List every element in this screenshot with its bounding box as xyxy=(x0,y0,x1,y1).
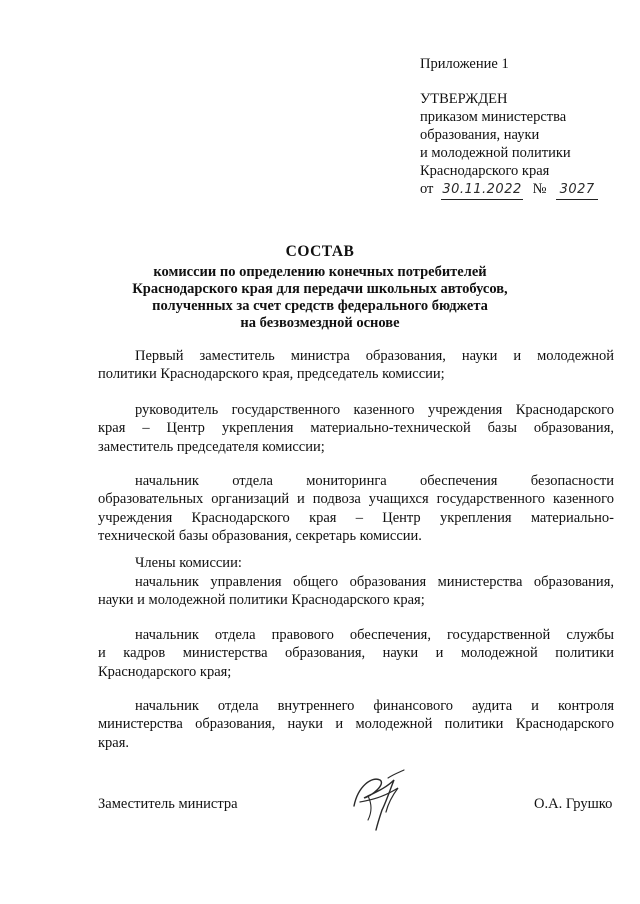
text-line: руководитель государственного казенного учреждения Краснодарского xyxy=(135,402,614,418)
subtitle-line: комиссии по определению конечных потребителей xyxy=(153,264,487,280)
text-line: Первый заместитель министра образования, науки и молодежной xyxy=(135,348,614,364)
text-line: Краснодарского края; xyxy=(98,663,232,680)
text-line: и кадров министерства образования, науки и молодежной политики xyxy=(98,645,614,662)
text-line: заместитель председателя комиссии; xyxy=(98,438,325,455)
text-line: политики Краснодарского края, председатель комиссии; xyxy=(98,366,445,383)
subtitle-line: на безвозмездной основе xyxy=(240,315,400,331)
commission-item-chairman xyxy=(98,347,614,384)
text-line: края. xyxy=(98,734,130,751)
handwritten-date: 30.11.2022 xyxy=(441,181,523,200)
text-line: министерства образования, науки и молодежной политики Краснодарского xyxy=(98,716,614,733)
text-line: края – Центр укрепления материально-технической базы образования, xyxy=(98,420,614,437)
text-line: технической базы образования, секретарь комиссии. xyxy=(98,527,422,544)
text-line: образовательных организаций и подвоза учащихся государственного казенного xyxy=(98,491,614,508)
commission-member-audit xyxy=(98,697,614,752)
number-prefix: № xyxy=(532,181,547,197)
text-line: начальник отдела внутреннего финансового аудита и контроля xyxy=(135,698,614,714)
text-line: науки и молодежной политики Краснодарского края; xyxy=(98,592,425,609)
approval-line: Краснодарского края xyxy=(420,163,550,179)
approval-line: приказом министерства xyxy=(420,109,567,125)
document-subtitle xyxy=(0,264,640,332)
text-line: учреждения Краснодарского края – Центр укрепления материально- xyxy=(98,509,614,526)
commission-member-legal xyxy=(98,626,614,681)
text-line: начальник отдела правового обеспечения, государственной службы xyxy=(135,627,614,643)
handwritten-signature xyxy=(342,766,412,836)
text-line: начальник отдела мониторинга обеспечения безопасности xyxy=(135,473,614,489)
date-prefix: от xyxy=(420,181,434,197)
text-line: начальник управления общего образования министерства образования, xyxy=(135,574,614,590)
document-title: СОСТАВ xyxy=(285,243,355,260)
text-line: Члены комиссии: xyxy=(135,555,242,571)
approval-date-line xyxy=(420,180,620,200)
commission-member-general-education xyxy=(98,573,614,610)
subtitle-line: Краснодарского края для передачи школьных автобусов, xyxy=(132,281,508,297)
signatory-name: О.А. Грушко xyxy=(534,796,613,812)
approval-line: образования, науки xyxy=(420,127,540,143)
appendix-label: Приложение 1 xyxy=(420,56,509,72)
members-heading xyxy=(98,554,614,572)
commission-item-deputy xyxy=(98,401,614,456)
approval-block xyxy=(420,90,620,200)
approval-heading: УТВЕРЖДЕН xyxy=(420,91,508,107)
commission-item-secretary xyxy=(98,472,614,545)
signatory-position: Заместитель министра xyxy=(98,796,238,812)
subtitle-line: полученных за счет средств федерального бюджета xyxy=(152,298,488,314)
handwritten-number: 3027 xyxy=(556,181,598,200)
approval-line: и молодежной политики xyxy=(420,145,571,161)
